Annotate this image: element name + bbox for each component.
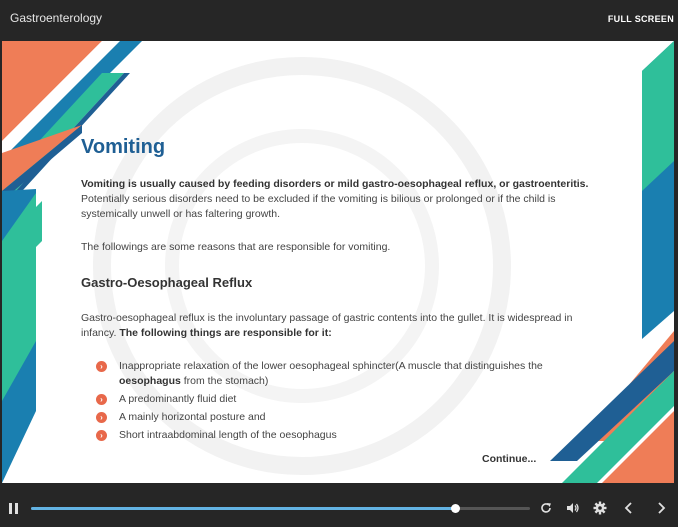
progress-handle[interactable] (451, 504, 460, 513)
progress-slider[interactable] (31, 507, 530, 510)
previous-icon[interactable] (622, 501, 636, 515)
list-item-text: A mainly horizontal posture and (119, 411, 266, 423)
progress-fill (31, 507, 455, 510)
reflux-text: Gastro-oesophageal reflux is the involuntary passage of gastric contents into the gullet. It is widespread in infancy. (81, 312, 573, 339)
list-item (96, 428, 576, 443)
reflux-bold-text: The following things are responsible for it: (119, 327, 332, 339)
list-item-text: A predominantly fluid diet (119, 393, 237, 405)
intro-bold-text: Vomiting is usually caused by feeding disorders or mild gastro-oesophageal reflux, or gastroenteritis. (81, 178, 589, 190)
volume-icon[interactable] (566, 501, 580, 515)
course-title: Gastroenterology (10, 11, 103, 25)
chevron-right-icon: › (96, 394, 107, 405)
full-screen-button[interactable]: FULL SCREEN (607, 14, 674, 24)
intro-text: Potentially serious disorders need to be excluded if the vomiting is bilious or prolonged or if the child is systemically unwell or has faltering growth. (81, 193, 556, 220)
list-item-text: Short intraabdominal length of the oesophagus (119, 429, 337, 441)
list-item-text: from the stomach) (183, 375, 269, 387)
list-item (96, 410, 576, 425)
slide (2, 41, 674, 483)
replay-icon[interactable] (539, 501, 553, 515)
chevron-right-icon: › (96, 412, 107, 423)
list-item-text: Inappropriate relaxation of the lower oesophageal sphincter(A muscle that distinguishes the (119, 360, 543, 372)
chevron-right-icon: › (96, 430, 107, 441)
list-item (96, 392, 576, 407)
gear-icon[interactable] (593, 501, 607, 515)
slide-heading: Vomiting (81, 136, 166, 158)
section-subheading: Gastro-Oesophageal Reflux (81, 275, 253, 290)
list-item (96, 359, 576, 389)
reflux-paragraph (81, 311, 596, 341)
list-item-bold: oesophagus (119, 375, 181, 387)
next-icon[interactable] (654, 501, 668, 515)
continue-link[interactable]: Continue... (482, 453, 537, 465)
reasons-paragraph: The followings are some reasons that are responsible for vomiting. (81, 241, 391, 253)
player-controls (0, 490, 678, 527)
top-bar (0, 0, 678, 40)
intro-paragraph (81, 177, 601, 222)
chevron-right-icon: › (96, 361, 107, 372)
pause-button[interactable] (9, 503, 19, 514)
causes-list (96, 359, 576, 446)
